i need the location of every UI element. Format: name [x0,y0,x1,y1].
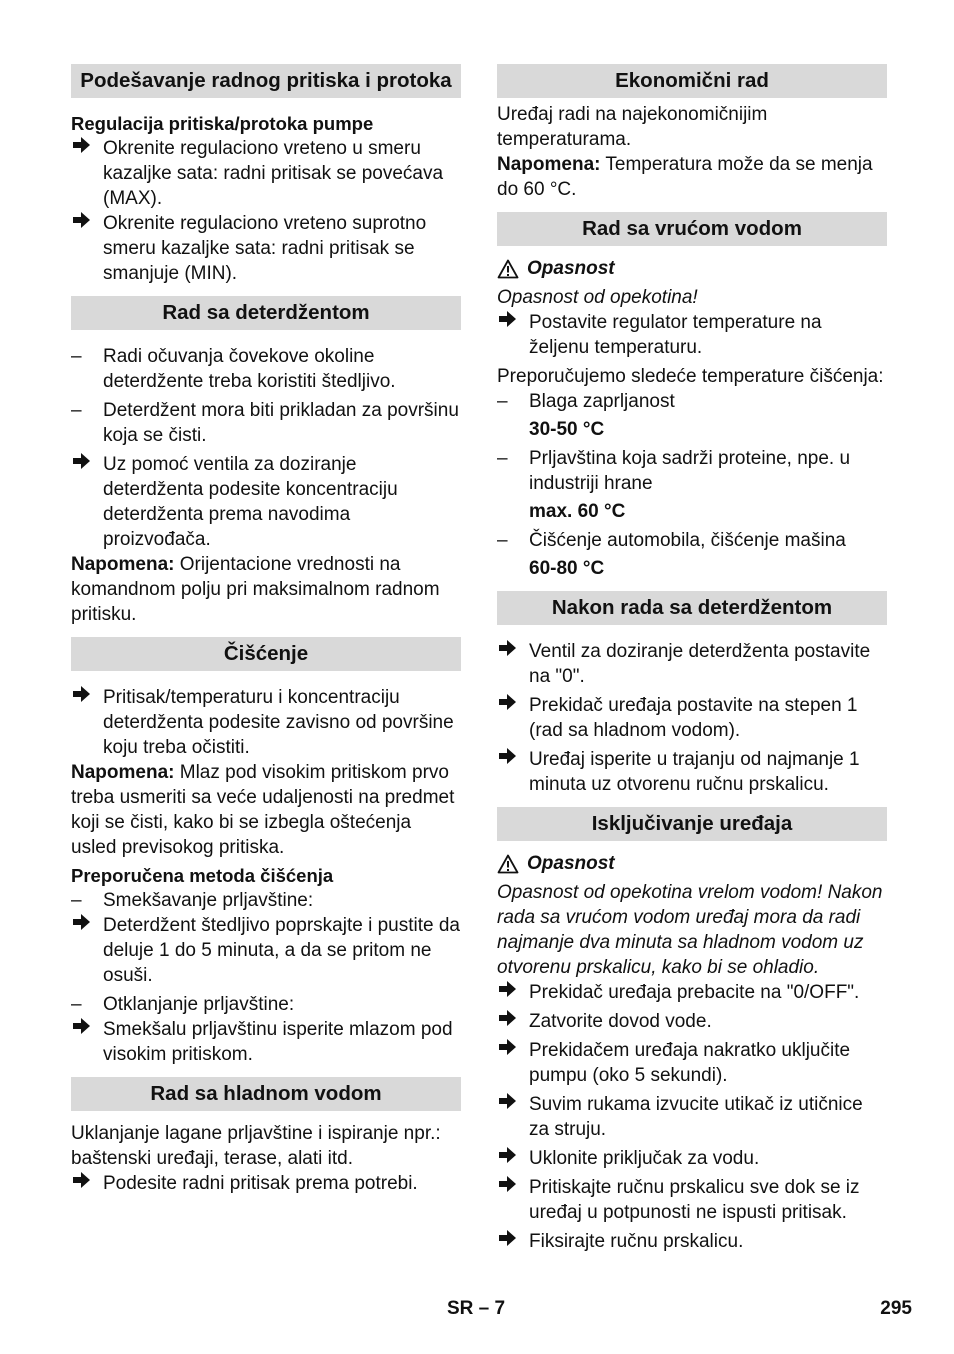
arrow-right-icon [71,211,97,236]
list-item: – Blaga zaprljanost [497,391,675,412]
list-item: Smekšalu prljavštinu isperite mlazom pod visokim pritiskom. [71,1017,461,1067]
dash-bullet: – [497,391,508,412]
paragraph: Uklanjanje lagane prljavštine i ispiranje npr.: baštenski uređaji, terase, alati itd. [71,1123,441,1169]
list-item: – Otklanjanje prljavštine: [71,994,295,1015]
list-item: Okrenite regulaciono vreteno suprotno smeru kazaljke sata: radni pritisak se smanjuje (MIN). [71,211,461,286]
arrow-right-icon [71,1171,97,1196]
dash-bullet: – [71,890,82,911]
list-item: – Čišćenje automobila, čišćenje mašina [497,530,846,551]
danger-text: Opasnost od opekotina! [497,287,698,308]
arrow-right-icon [497,310,523,335]
danger-label: Opasnost [497,851,887,876]
arrow-right-icon [497,1229,523,1254]
heading-cold-water: Rad sa hladnom vodom [71,1077,461,1111]
warning-triangle-icon [497,259,519,279]
arrow-right-icon [71,136,97,161]
arrow-right-icon [71,913,97,938]
list-item: Prekidač uređaja prebacite na "0/OFF". [497,980,887,1005]
list-item: Ventil za doziranje deterdženta postavite na "0". [497,639,887,689]
heading-after-detergent: Nakon rada sa deterdžentom [497,591,887,625]
list-item: Prekidač uređaja postavite na stepen 1 (rad sa hladnom vodom). [497,693,887,743]
left-column [71,64,461,1196]
heading-detergent: Rad sa deterdžentom [71,296,461,330]
arrow-right-icon [497,1175,523,1200]
heading-turn-off: Isključivanje uređaja [497,807,887,841]
list-item: Podesite radni pritisak prema potrebi. [71,1171,461,1196]
arrow-right-icon [497,1146,523,1171]
list-item: Postavite regulator temperature na željenu temperaturu. [497,310,887,360]
paragraph: Preporučujemo sledeće temperature čišćenja: [497,366,884,387]
list-item: Uz pomoć ventila za doziranje deterdženta podesite koncentraciju deterdženta prema navodima proizvođača. [71,452,461,552]
note-paragraph: Napomena: Temperatura može da se menja do 60 °C. [497,154,873,200]
list-item: Prekidačem uređaja nakratko uključite pumpu (oko 5 sekundi). [497,1038,887,1088]
footer-page-number: 295 [880,1298,912,1319]
list-item: – Deterdžent mora biti prikladan za površinu koja se čisti. [71,400,459,446]
danger-text: Opasnost od opekotina vrelom vodom! Nakon rada sa vrućom vodom uređaj mora da radi najmanje dva minuta sa hladnom vodom uz otvorenu prskalicu, kako bi se ohladio. [497,882,883,978]
list-item: – Smekšavanje prljavštine: [71,890,314,911]
list-item: Deterdžent štedljivo poprskajte i pustite da deluje 1 do 5 minuta, a da se pritom ne osuši. [71,913,461,988]
list-item: Pritiskajte ručnu prskalicu sve dok se iz uređaj u potpunosti ne ispusti pritisak. [497,1175,887,1225]
dash-bullet: – [71,400,82,421]
arrow-right-icon [71,452,97,477]
temperature-value: max. 60 °C [529,501,626,522]
note-paragraph: Napomena: Orijentacione vrednosti na komandnom polju pri maksimalnom radnom pritisku. [71,554,440,625]
list-item: Pritisak/temperaturu i koncentraciju deterdženta podesite zavisno od površine koju treba očistiti. [71,685,461,760]
temperature-value: 30-50 °C [529,419,605,440]
heading-economic-mode: Ekonomični rad [497,64,887,98]
subheading-pump-regulation: Regulacija pritiska/protoka pumpe [71,113,374,134]
list-item: Uklonite priključak za vodu. [497,1146,887,1171]
list-item: – Prljavština koja sadrži proteine, npe. u industriji hrane [497,448,851,494]
footer-section-label: SR – 7 [447,1298,506,1319]
arrow-right-icon [497,1038,523,1063]
danger-label: Opasnost [497,256,887,281]
list-item: Fiksirajte ručnu prskalicu. [497,1229,887,1254]
right-column [497,64,887,1254]
list-item: Suvim rukama izvucite utikač iz utičnice za struju. [497,1092,887,1142]
temperature-value: 60-80 °C [529,558,605,579]
arrow-right-icon [71,1017,97,1042]
list-item: Okrenite regulaciono vreteno u smeru kazaljke sata: radni pritisak se povećava (MAX). [71,136,461,211]
subheading-recommended-method: Preporučena metoda čišćenja [71,865,334,886]
arrow-right-icon [497,639,523,664]
list-item: Zatvorite dovod vode. [497,1009,887,1034]
dash-bullet: – [497,448,508,469]
arrow-right-icon [497,747,523,772]
dash-bullet: – [497,530,508,551]
heading-pressure-flow: Podešavanje radnog pritiska i protoka [71,64,461,98]
arrow-right-icon [497,1009,523,1034]
arrow-right-icon [497,980,523,1005]
dash-bullet: – [71,994,82,1015]
arrow-right-icon [497,1092,523,1117]
list-item: Uređaj isperite u trajanju od najmanje 1 minuta uz otvorenu ručnu prskalicu. [497,747,887,797]
arrow-right-icon [71,685,97,710]
heading-cleaning: Čišćenje [71,637,461,671]
warning-triangle-icon [497,854,519,874]
dash-bullet: – [71,346,82,367]
note-paragraph: Napomena: Mlaz pod visokim pritiskom prvo treba usmeriti sa veće udaljenosti na predmet koji se čisti, kako bi se izbegla oštećenja usled previsokog pritiska. [71,762,455,858]
arrow-right-icon [497,693,523,718]
paragraph: Uređaj radi na najekonomičnijim temperaturama. [497,104,768,150]
heading-hot-water: Rad sa vrućom vodom [497,212,887,246]
list-item: – Radi očuvanja čovekove okoline deterdžente treba koristiti štedljivo. [71,346,396,392]
